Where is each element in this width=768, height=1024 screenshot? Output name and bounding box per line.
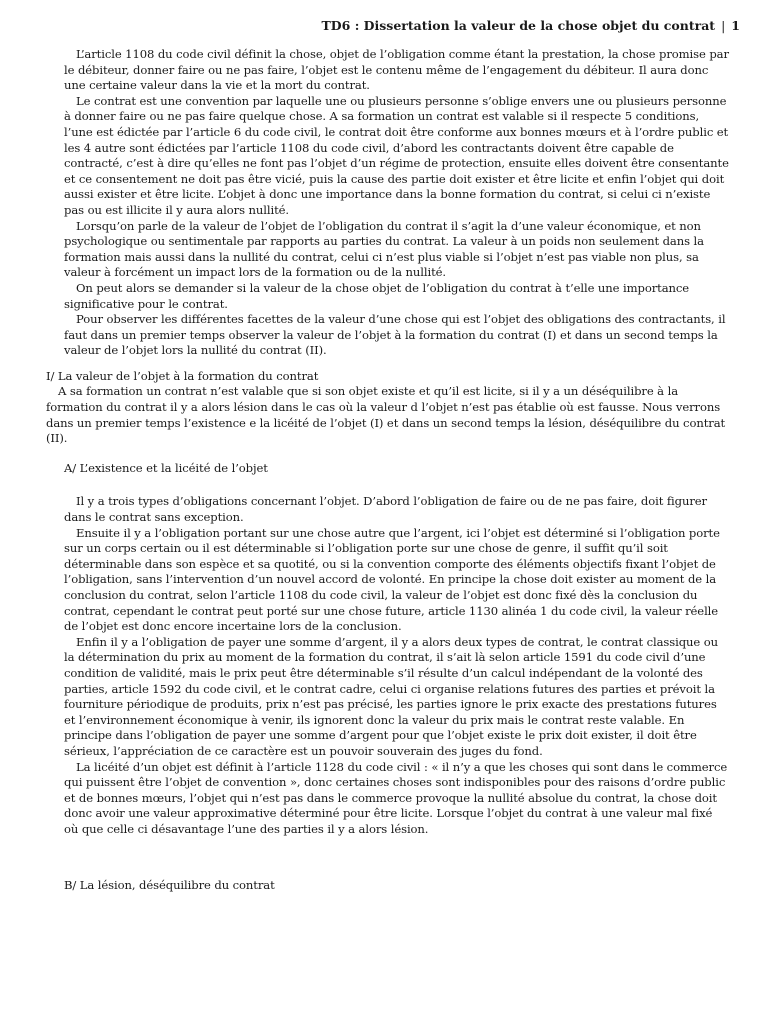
part1-paragraph: A sa formation un contrat n’est valable que si son objet existe et qu’il est licite, si il y a un déséquilibre à la formation du contrat il y a alors lésion dans le cas où la valeur d l’objet n’est pas établie où est fausse. Nous verrons dans un premier temps l’existence e la licéité de l’objet (I) et dans un second temps la lésion, déséquilibre du contrat (II). — [46, 384, 726, 446]
header-separator: | — [721, 18, 726, 33]
intro-paragraph-2: Le contrat est une convention par laquelle une ou plusieurs personne s’oblige envers une ou plusieurs personne à donner faire ou ne pas faire quelque chose. A sa formation un contrat est valable si il respecte 5 conditions, l’une est édictée par l’article 6 du code civil, le contrat doit être conforme aux bonnes mœurs et à l’ordre public et les 4 autre sont édictées par l’article 1108 du code civil, d’abord les contractants doivent être capable de contracté, c’est à dire qu’elles ne font pas l’objet d’un régime de protection, ensuite elles doivent être consentante et ce consentement ne doit pas être vicié, puis la cause des partie doit exister et être licite et enfin l’objet qui doit aussi exister et être licite. L’objet à donc une importance dans la bonne formation du contrat, si celui ci n’existe pas ou est illicite il y aura alors nullité. — [64, 93, 729, 217]
page-number: 1 — [731, 18, 740, 33]
intro-paragraph-5: Pour observer les différentes facettes de la valeur d’une chose qui est l’objet des obligations des contractants, il faut dans un premier temps observer la valeur de l’objet à la formation du contrat (I) et dans un second temps la valeur de l’objet lors la nullité du contrat (II). — [64, 312, 726, 358]
document-body — [46, 47, 730, 893]
intro-paragraph-4: On peut alors se demander si la valeur de la chose objet de l’obligation du contrat à t’elle une importance significative pour le contrat. — [64, 280, 690, 311]
section-a-paragraph-1: Il y a trois types d’obligations concernant l’objet. D’abord l’obligation de faire ou de ne pas faire, doit figurer dans le contrat sans exception. — [64, 494, 707, 525]
section-a-title: A/ L’existence et la licéité de l’objet — [64, 460, 268, 475]
section-b-title: B/ La lésion, déséquilibre du contrat — [64, 877, 275, 892]
intro-paragraph-3: Lorsqu’on parle de la valeur de l’objet de l’obligation du contrat il s’agit la d’une valeur économique, et non psychologique ou sentimentale par rapports au parties du contrat. La valeur à un poids non seulement dans la formation mais aussi dans la nullité du contrat, celui ci n’est plus viable si l’objet n’est pas viable non plus, sa valeur à forcément un impact lors de la formation ou de la nullité. — [64, 218, 704, 280]
part1-title: I/ La valeur de l’objet à la formation du contrat — [46, 368, 319, 383]
intro-paragraph-1: L’article 1108 du code civil définit la chose, objet de l’obligation comme étant la prestation, la chose promise par le débiteur, donner faire ou ne pas faire, l’objet est le contenu même de l’engagement du débiteur. Il aura donc une certaine valeur dans la vie et la mort du contrat. — [64, 47, 729, 93]
section-a-paragraph-4: La licéité d’un objet est définit à l’article 1128 du code civil : « il n’y a que les choses qui sont dans le commerce qui puissent être l’objet de convention », donc certaines choses sont indisponibles pour des raisons d’ordre public et de bonnes mœurs, l’objet qui n’est pas dans le commerce provoque la nullité absolue du contrat, la chose doit donc avoir une valeur approximative déterminé pour être licite. Lorsque l’objet du contrat à une valeur mal fixé où que celle ci désavantage l’une des parties il y a alors lésion. — [64, 759, 728, 836]
section-a-paragraph-2: Ensuite il y a l’obligation portant sur une chose autre que l’argent, ici l’objet est déterminé si l’obligation porte sur un corps certain ou il est déterminable si l’obligation porte sur une chose de genre, il suffit qu’il soit déterminable dans son espèce et sa quotité, ou si la convention comporte des éléments objectifs fixant l’objet de l’obligation, sans l’intervention d’un nouvel accord de volonté. En principe la chose doit exister au moment de la conclusion du contrat, selon l’article 1108 du code civil, la valeur de l’objet est donc fixé dès la conclusion du contrat, cependant le contrat peut porté sur une chose future, article 1130 alinéa 1 du code civil, la valeur réelle de l’objet est donc encore incertaine lors de la conclusion. — [64, 525, 720, 634]
page-header — [60, 18, 740, 34]
document-title: TD6 : Dissertation la valeur de la chose objet du contrat — [321, 18, 716, 33]
section-a-paragraph-3: Enfin il y a l’obligation de payer une somme d’argent, il y a alors deux types de contrat, le contrat classique ou la détermination du prix au moment de la formation du contrat, il s’ait là selon article 1591 du code civil d’une condition de validité, mais le prix peut être déterminable s’il résulte d’un calcul indépendant de la volonté des parties, article 1592 du code civil, et le contrat cadre, celui ci organise relations futures des parties et prévoit la fourniture périodique de produits, prix n’est pas précisé, les parties ignore le prix exacte des prestations futures et l’environnement économique à venir, ils ignorent donc la valeur du prix mais le contrat reste valable. En principe dans l’obligation de payer une somme d’argent pour que l’objet existe le prix doit exister, il doit être sérieux, l’appréciation de ce caractère est un pouvoir souverain des juges du fond. — [64, 634, 719, 758]
